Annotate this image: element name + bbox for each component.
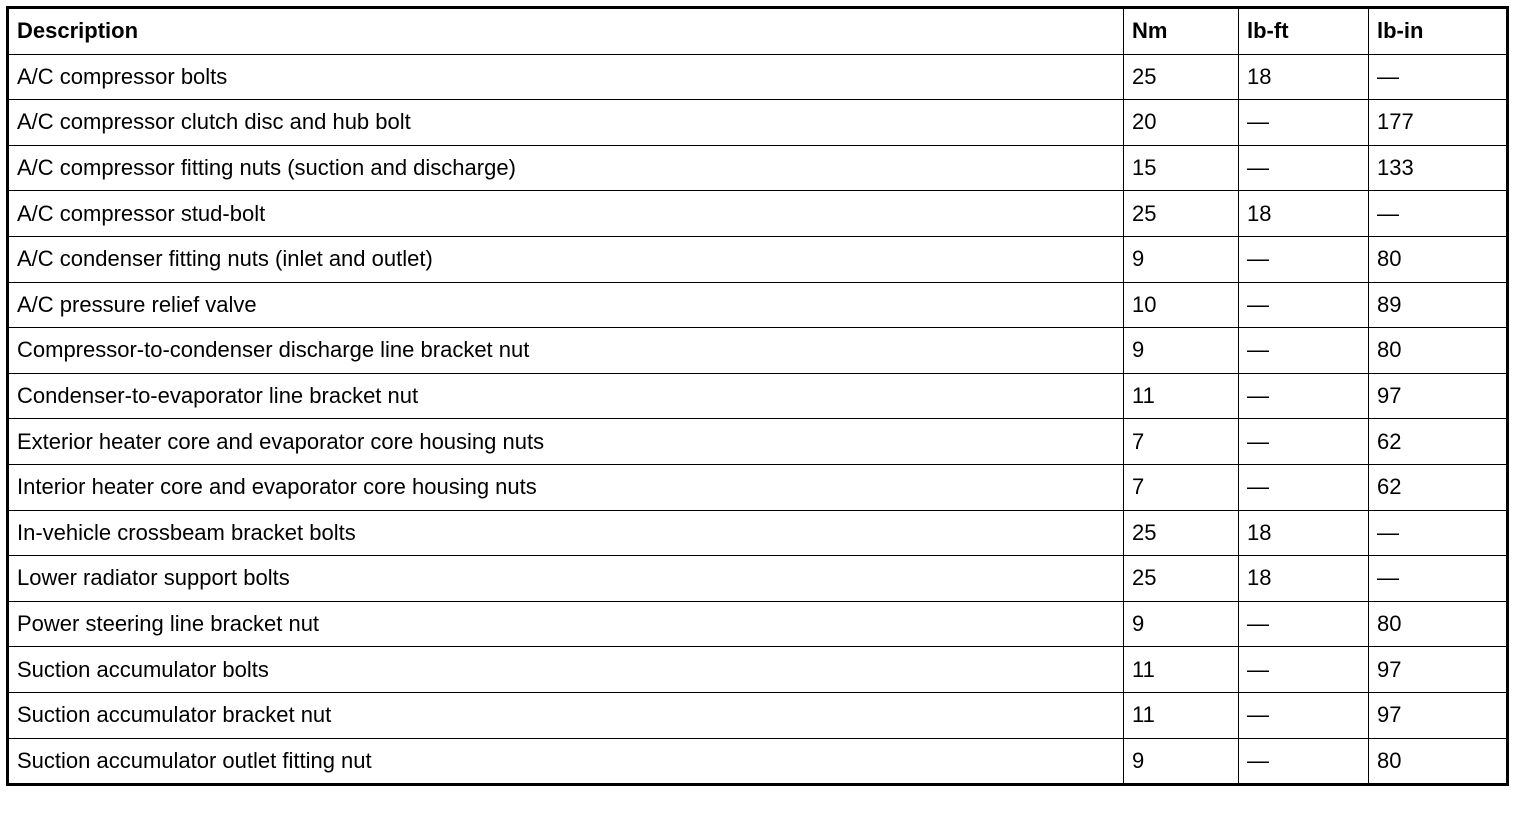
cell-lb-in: 97 xyxy=(1369,373,1508,419)
cell-nm: 9 xyxy=(1124,328,1239,374)
table-row xyxy=(8,647,1508,693)
cell-lb-ft: — xyxy=(1239,738,1369,785)
table-row xyxy=(8,464,1508,510)
cell-lb-in: 89 xyxy=(1369,282,1508,328)
cell-description: A/C compressor fitting nuts (suction and discharge) xyxy=(8,145,1124,191)
cell-nm: 11 xyxy=(1124,692,1239,738)
cell-nm: 10 xyxy=(1124,282,1239,328)
table-row xyxy=(8,282,1508,328)
header-nm: Nm xyxy=(1124,8,1239,55)
cell-description: Lower radiator support bolts xyxy=(8,556,1124,602)
cell-nm: 25 xyxy=(1124,191,1239,237)
cell-lb-ft: 18 xyxy=(1239,510,1369,556)
cell-lb-in: 80 xyxy=(1369,738,1508,785)
cell-nm: 11 xyxy=(1124,647,1239,693)
cell-lb-ft: 18 xyxy=(1239,556,1369,602)
cell-nm: 25 xyxy=(1124,510,1239,556)
cell-description: Compressor-to-condenser discharge line bracket nut xyxy=(8,328,1124,374)
cell-description: Suction accumulator bracket nut xyxy=(8,692,1124,738)
cell-description: A/C compressor stud-bolt xyxy=(8,191,1124,237)
cell-description: A/C compressor clutch disc and hub bolt xyxy=(8,100,1124,146)
cell-lb-ft: — xyxy=(1239,100,1369,146)
table-row xyxy=(8,328,1508,374)
header-description: Description xyxy=(8,8,1124,55)
torque-spec-table xyxy=(6,6,1509,786)
cell-lb-ft: — xyxy=(1239,464,1369,510)
cell-lb-in: 80 xyxy=(1369,601,1508,647)
table-row xyxy=(8,54,1508,100)
cell-lb-ft: 18 xyxy=(1239,191,1369,237)
cell-lb-in: — xyxy=(1369,510,1508,556)
cell-description: A/C compressor bolts xyxy=(8,54,1124,100)
cell-lb-ft: — xyxy=(1239,282,1369,328)
cell-lb-in: 133 xyxy=(1369,145,1508,191)
cell-lb-in: 62 xyxy=(1369,419,1508,465)
table-header-row xyxy=(8,8,1508,55)
cell-lb-in: 62 xyxy=(1369,464,1508,510)
cell-description: Interior heater core and evaporator core housing nuts xyxy=(8,464,1124,510)
cell-nm: 20 xyxy=(1124,100,1239,146)
cell-lb-in: 97 xyxy=(1369,647,1508,693)
cell-lb-in: 97 xyxy=(1369,692,1508,738)
cell-description: Suction accumulator bolts xyxy=(8,647,1124,693)
cell-description: Power steering line bracket nut xyxy=(8,601,1124,647)
cell-nm: 11 xyxy=(1124,373,1239,419)
cell-lb-ft: — xyxy=(1239,236,1369,282)
cell-lb-ft: — xyxy=(1239,419,1369,465)
table-row xyxy=(8,601,1508,647)
cell-nm: 15 xyxy=(1124,145,1239,191)
cell-nm: 9 xyxy=(1124,738,1239,785)
cell-description: A/C condenser fitting nuts (inlet and outlet) xyxy=(8,236,1124,282)
table-row xyxy=(8,419,1508,465)
table-row xyxy=(8,373,1508,419)
table-row xyxy=(8,510,1508,556)
cell-lb-ft: — xyxy=(1239,328,1369,374)
cell-lb-ft: — xyxy=(1239,692,1369,738)
table-row xyxy=(8,191,1508,237)
table-row xyxy=(8,738,1508,785)
cell-description: Exterior heater core and evaporator core housing nuts xyxy=(8,419,1124,465)
cell-lb-in: 80 xyxy=(1369,236,1508,282)
torque-spec-table-container xyxy=(6,6,1509,786)
cell-nm: 7 xyxy=(1124,464,1239,510)
cell-nm: 25 xyxy=(1124,54,1239,100)
cell-description: Condenser-to-evaporator line bracket nut xyxy=(8,373,1124,419)
cell-lb-ft: — xyxy=(1239,373,1369,419)
cell-description: Suction accumulator outlet fitting nut xyxy=(8,738,1124,785)
cell-lb-in: 177 xyxy=(1369,100,1508,146)
cell-nm: 9 xyxy=(1124,601,1239,647)
cell-description: A/C pressure relief valve xyxy=(8,282,1124,328)
cell-lb-in: — xyxy=(1369,54,1508,100)
table-row xyxy=(8,236,1508,282)
table-body xyxy=(8,54,1508,785)
cell-lb-ft: — xyxy=(1239,145,1369,191)
cell-lb-ft: — xyxy=(1239,601,1369,647)
cell-lb-in: — xyxy=(1369,556,1508,602)
cell-lb-in: 80 xyxy=(1369,328,1508,374)
table-row xyxy=(8,145,1508,191)
header-lb-ft: lb-ft xyxy=(1239,8,1369,55)
cell-nm: 7 xyxy=(1124,419,1239,465)
cell-nm: 25 xyxy=(1124,556,1239,602)
table-row xyxy=(8,556,1508,602)
cell-description: In-vehicle crossbeam bracket bolts xyxy=(8,510,1124,556)
header-lb-in: lb-in xyxy=(1369,8,1508,55)
table-row xyxy=(8,692,1508,738)
table-row xyxy=(8,100,1508,146)
cell-lb-ft: 18 xyxy=(1239,54,1369,100)
cell-nm: 9 xyxy=(1124,236,1239,282)
cell-lb-ft: — xyxy=(1239,647,1369,693)
cell-lb-in: — xyxy=(1369,191,1508,237)
